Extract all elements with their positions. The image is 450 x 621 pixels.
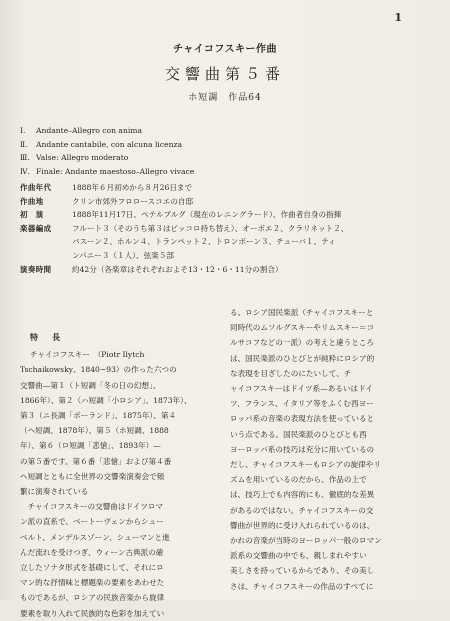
info-row-composition-period (20, 181, 438, 195)
movement-item (20, 138, 430, 152)
info-value (72, 208, 438, 222)
movement-text: Finale: Andante maestoso–Allegro vivace (36, 166, 195, 176)
info-line: バスーン２、ホルン４、トランペット２、トロンボーン３、チューバ１、ティ (72, 237, 336, 247)
movement-number: Ⅲ. (20, 153, 30, 163)
movement-list (20, 124, 430, 178)
text-line: 立したソナタ形式を基礎にして、それにロ (20, 563, 164, 573)
text-line: （ヘ短調、1878年）、第５（ホ短調、1888 (20, 426, 169, 436)
text-line: ベルト、メンデルスゾーン、シューマンと進 (20, 532, 170, 542)
info-row-duration (20, 263, 438, 277)
text-line: ルサコフなどの一派）の考えと違うところ (230, 338, 374, 348)
info-line: 1888年６月初めから８月26日まで (72, 183, 193, 192)
text-line: Tschaikowsky、1840−93）の作った六つの (20, 365, 177, 375)
text-line: 繁に演奏されている (20, 487, 89, 497)
text-line: は、国民楽派のひとびとが純粋にロシア的 (230, 353, 375, 363)
movement-item (20, 165, 430, 179)
text-line: 同時代のムソルグスキーやリムスキー＝コ (230, 323, 375, 333)
info-value (72, 222, 438, 263)
text-line: は、技巧上でも内容的にも、徹底的な差異 (230, 490, 375, 500)
text-line: ロッパ系の音楽の表現方法を使っていると (230, 414, 375, 424)
text-line: 1866年）、第２（ハ短調「小ロシア」、1873年）、 (20, 395, 192, 405)
text-line: いう点である。国民楽派のひとびとも西 (230, 429, 367, 439)
left-text-column (20, 330, 218, 621)
text-line: 響曲が世界的に受け入れられているのは、 (230, 520, 375, 530)
movement-text: Valse: Allegro moderato (36, 153, 129, 163)
text-line: な表現を目ざしたのにたいして、チ (230, 368, 352, 378)
text-line: チャイコフスキー （Piotr Ilytch (30, 350, 145, 360)
info-line: ンパニー３（１人）、弦楽５部 (72, 250, 174, 260)
info-value (72, 263, 438, 277)
info-line: フルート３（そのうち第３はピッコロ持ち替え）、オーボエ２、クラリネット２、 (72, 223, 349, 233)
info-value (72, 195, 438, 209)
text-line: ャイコフスキーはドイツ系—あるいはドイ (230, 384, 373, 394)
movement-item (20, 151, 430, 165)
text-line: 年）、第６（ロ短調「悲愴」、1893年）— (20, 441, 161, 451)
text-line: ヨーロッパ系の技巧は充分に用いているの (230, 444, 375, 454)
info-label: 楽器編成 (20, 223, 52, 233)
movement-text: Andante cantabile, con alcuna licenza (36, 139, 182, 149)
movement-number: Ⅳ. (20, 166, 31, 176)
info-line: クリン市郊外フロロースコエの自邸 (72, 196, 194, 206)
text-line: 交響曲—第１（ト短調「冬の日の幻想」、 (20, 380, 161, 390)
text-line: 美しさを持っているからであり、その美し (230, 566, 375, 576)
text-line: があるのではない。チャイコフスキーの交 (230, 505, 374, 515)
text-line: る。ロシア国民楽派（チャイコフスキーと (230, 308, 374, 317)
work-title: 交響曲第５番 (164, 65, 285, 83)
text-line: だし、チャイコフスキーもロシアの旋律やリ (230, 460, 382, 470)
text-line: んだ流れを受けつぎ、ウィーン古典派の確 (20, 547, 164, 557)
text-line: 第３（ニ長調「ポーランド」、1875年）、第４ (20, 411, 177, 421)
text-line: の第５番です。第６番「悲愴」および第４番 (20, 456, 172, 466)
info-row-instrumentation (20, 222, 438, 263)
info-value (72, 181, 438, 195)
text-line: チャイコフスキーの交響曲はドイツロマ (20, 502, 164, 512)
movement-item (20, 124, 430, 138)
right-text-column (230, 305, 435, 594)
text-line: ン派の直系で、ベートーヴェンからシュー (20, 517, 164, 527)
text-line: ズムを用いているのだから、作品の上で (230, 475, 367, 485)
text-line: 要素を取り入れて民族的な色彩を加えてい (20, 608, 165, 618)
movement-number: Ⅱ. (20, 139, 28, 149)
text-line: かれの音楽が当時のヨーロッパ一般のロマン (230, 536, 382, 546)
info-label: 作曲地 (20, 196, 44, 206)
info-label: 作曲年代 (20, 183, 52, 192)
section-heading: 特 長 (30, 333, 63, 342)
composer-heading: チャイコフスキー作曲 (173, 44, 277, 55)
text-line: さは、チャイコフスキーの作品のすべてに (230, 581, 374, 591)
info-row-composition-place (20, 195, 438, 209)
info-line: 1888年11月17日、ペテルブルグ（現在のレニングラード）、作曲者自身の指揮 (72, 210, 342, 220)
movement-number: Ⅰ. (20, 126, 26, 135)
movement-text: Andante–Allegro con anima (36, 126, 143, 135)
text-line: ツ、フランス、イタリア等をふくむ西ヨー (230, 399, 374, 409)
info-label: 初 演 (20, 210, 44, 220)
info-line: 約42分（各楽章はそれぞれおよそ13・12・6・11分の割合） (72, 264, 283, 274)
text-line: ものであるが、ロシアの民族音楽から旋律 (20, 593, 165, 603)
text-line: ヘ短調とともに全世界の交響楽演奏会で頻 (20, 471, 165, 481)
info-row-premiere (20, 208, 438, 222)
work-subtitle: ホ短調 作品64 (188, 93, 262, 103)
text-line: マン的な抒情味と標題楽の要素をあわせた (20, 578, 165, 588)
info-label: 演奏時間 (20, 264, 52, 274)
work-info (20, 181, 438, 276)
text-line: 派系の交響曲の中でも、親しまれやすい (230, 551, 367, 561)
page-number: 1 (394, 11, 402, 24)
